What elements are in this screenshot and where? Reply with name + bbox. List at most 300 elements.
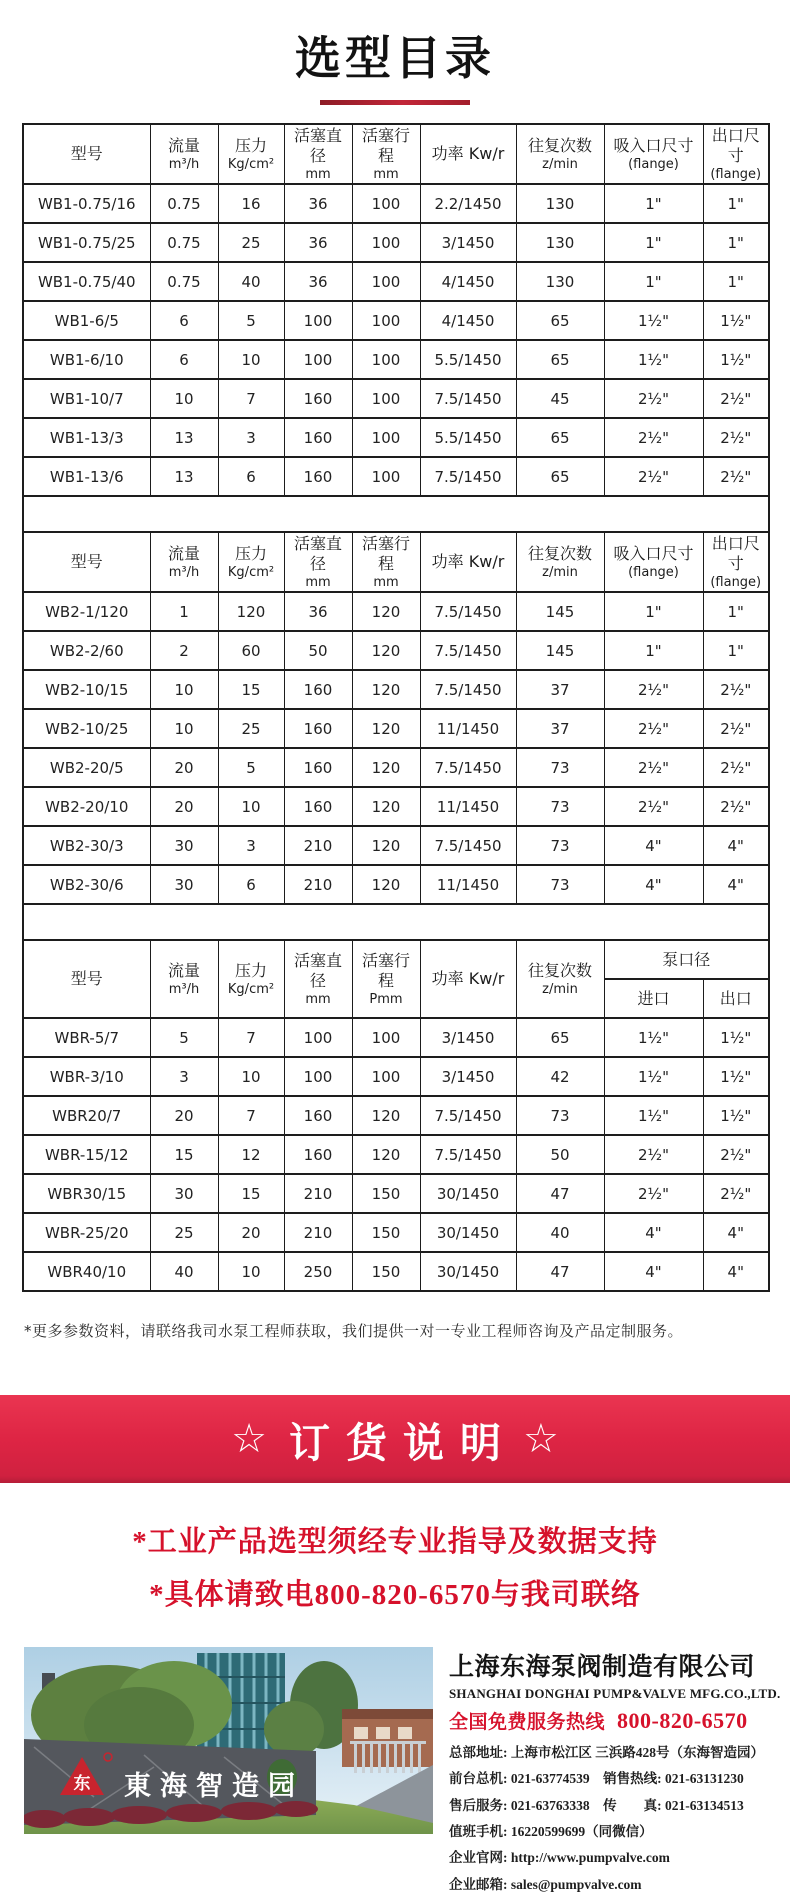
cell-value: 4" [703, 1213, 769, 1252]
cell-value: 100 [352, 418, 420, 457]
cell-value: 30/1450 [420, 1174, 516, 1213]
cell-value: 160 [284, 379, 352, 418]
cell-value: 25 [218, 223, 284, 262]
cell-value: 11/1450 [420, 787, 516, 826]
cell-value: 100 [284, 301, 352, 340]
table-row [23, 592, 769, 631]
cell-value: 4" [604, 865, 703, 904]
cell-value: 47 [516, 1252, 604, 1291]
cell-value: 145 [516, 631, 604, 670]
cell-value: 7.5/1450 [420, 826, 516, 865]
cell-value: 5 [150, 1018, 218, 1057]
column-header-text: 功率 Kw/r [431, 144, 505, 163]
cell-value: 4/1450 [420, 301, 516, 340]
cell-value: 2½" [703, 709, 769, 748]
cell-value: 73 [516, 787, 604, 826]
cell-value: 1" [703, 262, 769, 301]
cell-value: 4" [604, 826, 703, 865]
spacer-row [23, 496, 769, 531]
column-header-text: 出口尺寸 [711, 534, 760, 573]
cell-value: 5.5/1450 [420, 340, 516, 379]
cell-value: 210 [284, 1174, 352, 1213]
cell-model: WBR-15/12 [23, 1135, 150, 1174]
cell-model: WB1-0.75/25 [23, 223, 150, 262]
table-row [23, 457, 769, 496]
column-header [23, 940, 150, 1018]
column-header-text: 吸入口尺寸 [613, 136, 694, 155]
cell-value: 4" [604, 1252, 703, 1291]
column-header-text: 型号 [70, 969, 103, 988]
cell-value: 210 [284, 865, 352, 904]
column-header-unit: Pmm [369, 992, 403, 1007]
table-row [23, 223, 769, 262]
cell-value: 73 [516, 1096, 604, 1135]
column-header [218, 124, 284, 184]
cell-value: 65 [516, 418, 604, 457]
table-row [23, 826, 769, 865]
cell-value: 7.5/1450 [420, 1135, 516, 1174]
cell-value: 3 [150, 1057, 218, 1096]
column-header-text: 泵口径 [662, 949, 711, 969]
table-row [23, 748, 769, 787]
cell-model: WB2-20/5 [23, 748, 150, 787]
table-row [23, 1174, 769, 1213]
cell-value: 1" [604, 592, 703, 631]
column-header [23, 532, 150, 592]
contact-line-address: 总部地址: 上海市松江区 三浜路428号（东海智造园） [449, 1745, 764, 1760]
cell-value: 15 [218, 670, 284, 709]
cell-value: 100 [352, 262, 420, 301]
table-row [23, 787, 769, 826]
column-header [352, 940, 420, 1018]
table-row [23, 1213, 769, 1252]
cell-value: 10 [218, 787, 284, 826]
company-name-cn: 上海东海泵阀制造有限公司 [449, 1653, 756, 1681]
cell-value: 36 [284, 592, 352, 631]
cell-value: 16 [218, 184, 284, 223]
column-header [420, 532, 516, 592]
table-row [23, 709, 769, 748]
cell-value: 2½" [703, 457, 769, 496]
cell-value: 1½" [604, 301, 703, 340]
port-sub-header [604, 979, 703, 1018]
cell-value: 25 [150, 1213, 218, 1252]
cell-value: 100 [352, 379, 420, 418]
cell-value: 1½" [604, 340, 703, 379]
column-header [516, 532, 604, 592]
cell-value: 4" [703, 826, 769, 865]
cell-model: WB1-10/7 [23, 379, 150, 418]
cell-value: 36 [284, 223, 352, 262]
column-header [284, 532, 352, 592]
company-name-en: SHANGHAI DONGHAI PUMP&VALVE MFG.CO.,LTD. [449, 1686, 781, 1701]
cell-value: 1½" [703, 340, 769, 379]
cell-value: 37 [516, 670, 604, 709]
cell-value: 160 [284, 670, 352, 709]
contact-line-mobile: 值班手机: 16220599699（同微信） [449, 1823, 653, 1839]
cell-value: 120 [352, 748, 420, 787]
title-underline [320, 100, 470, 105]
table-row [23, 1096, 769, 1135]
column-header [284, 940, 352, 1018]
column-header-unit: z/min [542, 565, 578, 580]
column-header-unit: Kg/cm² [227, 982, 275, 997]
spec-table-wbr [22, 939, 770, 1292]
contact-line-email[interactable]: 企业邮箱: sales@pumpvalve.com [449, 1876, 642, 1892]
column-header-unit: (flange) [628, 565, 679, 580]
cell-value: 45 [516, 379, 604, 418]
column-header [284, 124, 352, 184]
table-row [23, 262, 769, 301]
column-header-unit: z/min [542, 982, 578, 997]
cell-model: WBR20/7 [23, 1096, 150, 1135]
cell-value: 11/1450 [420, 865, 516, 904]
cell-model: WB2-1/120 [23, 592, 150, 631]
column-header-text: 活塞行程 [361, 534, 410, 573]
cell-value: 6 [150, 301, 218, 340]
cell-value: 210 [284, 826, 352, 865]
cell-value: 160 [284, 748, 352, 787]
table-row [23, 340, 769, 379]
cell-value: 36 [284, 262, 352, 301]
cell-value: 73 [516, 826, 604, 865]
column-header [23, 124, 150, 184]
spec-table-wb1 [22, 123, 770, 531]
hotline-number: 800-820-6570 [617, 1708, 748, 1733]
cell-value: 30 [150, 1174, 218, 1213]
column-header [420, 124, 516, 184]
column-header-unit: (flange) [710, 167, 762, 182]
hotline-label: 全国免费服务热线 [449, 1712, 606, 1733]
cell-value: 10 [150, 670, 218, 709]
factory-photo-graphic [24, 1647, 433, 1834]
cell-model: WBR-25/20 [23, 1213, 150, 1252]
column-header-text: 型号 [70, 552, 103, 571]
column-header [218, 940, 284, 1018]
cell-value: 1" [604, 631, 703, 670]
spacer-row [23, 904, 769, 939]
cell-model: WB2-20/10 [23, 787, 150, 826]
cell-value: 130 [516, 223, 604, 262]
cell-value: 150 [352, 1213, 420, 1252]
column-header [352, 532, 420, 592]
cell-value: 150 [352, 1174, 420, 1213]
column-header-text: 活塞直径 [293, 951, 342, 990]
column-header-text: 流量 [167, 961, 200, 980]
table-row [23, 1135, 769, 1174]
cell-value: 100 [352, 1057, 420, 1096]
cell-value: 2½" [703, 1174, 769, 1213]
column-header-unit: mm [305, 167, 331, 182]
cell-value: 130 [516, 262, 604, 301]
column-header-unit: z/min [542, 157, 578, 172]
cell-value: 1 [150, 592, 218, 631]
column-header-unit: m³/h [168, 565, 200, 580]
cell-value: 12 [218, 1135, 284, 1174]
column-header-text: 活塞直径 [293, 534, 342, 573]
cell-value: 65 [516, 340, 604, 379]
column-header-text: 吸入口尺寸 [613, 544, 694, 563]
cell-value: 120 [352, 865, 420, 904]
column-header-unit: m³/h [168, 157, 200, 172]
cell-value: 0.75 [150, 262, 218, 301]
column-header-text: 型号 [70, 144, 103, 163]
cell-value: 100 [352, 301, 420, 340]
cell-value: 30/1450 [420, 1213, 516, 1252]
cell-model: WBR-5/7 [23, 1018, 150, 1057]
cell-value: 120 [352, 709, 420, 748]
cell-value: 2½" [703, 748, 769, 787]
table-row [23, 301, 769, 340]
cell-value: 100 [352, 223, 420, 262]
cell-model: WB1-13/3 [23, 418, 150, 457]
column-header-text: 进口 [637, 988, 670, 1008]
cell-value: 50 [516, 1135, 604, 1174]
cell-value: 6 [150, 340, 218, 379]
cell-value: 7.5/1450 [420, 457, 516, 496]
column-header-text: 往复次数 [527, 136, 592, 155]
cell-value: 160 [284, 457, 352, 496]
cell-value: 1½" [703, 301, 769, 340]
cell-value: 7.5/1450 [420, 592, 516, 631]
company-photo [24, 1647, 433, 1834]
cell-value: 1½" [703, 1096, 769, 1135]
column-header-text: 流量 [167, 136, 200, 155]
cell-model: WBR40/10 [23, 1252, 150, 1291]
column-header-text: 压力 [234, 136, 267, 155]
cell-value: 2½" [703, 1135, 769, 1174]
cell-value: 100 [284, 1057, 352, 1096]
cell-value: 3/1450 [420, 223, 516, 262]
cell-value: 15 [218, 1174, 284, 1213]
cell-value: 100 [284, 1018, 352, 1057]
order-note-line: *具体请致电800-820-6570与我司联络 [149, 1579, 641, 1611]
cell-model: WB1-0.75/16 [23, 184, 150, 223]
cell-value: 7.5/1450 [420, 670, 516, 709]
table-row [23, 631, 769, 670]
spec-tables-section [22, 123, 768, 1292]
column-header-text: 功率 Kw/r [431, 552, 505, 571]
cell-model: WBR30/15 [23, 1174, 150, 1213]
cell-value: 1" [604, 262, 703, 301]
column-header [150, 532, 218, 592]
table-row [23, 670, 769, 709]
cell-value: 47 [516, 1174, 604, 1213]
cell-value: 160 [284, 1135, 352, 1174]
cell-value: 1" [604, 223, 703, 262]
cell-value: 2½" [604, 418, 703, 457]
cell-value: 60 [218, 631, 284, 670]
cell-value: 160 [284, 1096, 352, 1135]
star-left-icon: ☆ [231, 1416, 267, 1462]
cell-value: 1" [703, 592, 769, 631]
cell-value: 11/1450 [420, 709, 516, 748]
cell-value: 2½" [604, 1174, 703, 1213]
table-row [23, 1057, 769, 1096]
column-header-text: 出口 [719, 988, 752, 1008]
cell-model: WB2-10/25 [23, 709, 150, 748]
cell-value: 2½" [703, 418, 769, 457]
column-header-text: 活塞直径 [293, 126, 342, 165]
column-header [604, 532, 703, 592]
cell-value: 10 [218, 1252, 284, 1291]
cell-value: 10 [218, 340, 284, 379]
contact-line-aftersales-fax: 售后服务: 021-63763338 传 真: 021-63134513 [449, 1797, 744, 1813]
column-header [150, 940, 218, 1018]
order-notes [0, 1519, 790, 1613]
cell-value: 10 [218, 1057, 284, 1096]
cell-value: 13 [150, 418, 218, 457]
cell-value: 1" [703, 223, 769, 262]
order-banner [0, 1395, 790, 1483]
column-header [604, 124, 703, 184]
order-note-line: *工业产品选型须经专业指导及数据支持 [132, 1526, 658, 1558]
cell-value: 100 [352, 457, 420, 496]
spacer-cell [23, 904, 769, 939]
cell-value: 50 [284, 631, 352, 670]
column-header [516, 124, 604, 184]
cell-value: 2½" [604, 457, 703, 496]
cell-value: 40 [516, 1213, 604, 1252]
cell-value: 160 [284, 787, 352, 826]
cell-value: 2½" [604, 379, 703, 418]
cell-value: 130 [516, 184, 604, 223]
cell-value: 7.5/1450 [420, 631, 516, 670]
cell-value: 1½" [703, 1018, 769, 1057]
cell-value: 120 [352, 1135, 420, 1174]
cell-value: 2½" [604, 748, 703, 787]
cell-value: 37 [516, 709, 604, 748]
footnote: *更多参数资料，请联络我司水泵工程师获取，我们提供一对一专业工程师咨询及产品定制服务。 [24, 1322, 684, 1340]
cell-value: 7 [218, 379, 284, 418]
cell-model: WB2-30/6 [23, 865, 150, 904]
spacer-cell [23, 496, 769, 531]
cell-value: 100 [352, 340, 420, 379]
cell-value: 4" [703, 1252, 769, 1291]
cell-value: 2½" [703, 787, 769, 826]
table-row [23, 1252, 769, 1291]
cell-value: 1½" [604, 1018, 703, 1057]
cell-value: 2½" [604, 670, 703, 709]
cell-value: 30 [150, 865, 218, 904]
cell-value: 13 [150, 457, 218, 496]
column-header-text: 活塞行程 [361, 951, 410, 990]
cell-value: 120 [352, 592, 420, 631]
cell-value: 2½" [604, 787, 703, 826]
cell-value: 5 [218, 301, 284, 340]
cell-value: 250 [284, 1252, 352, 1291]
cell-value: 160 [284, 418, 352, 457]
page-header [0, 0, 790, 105]
sign-text: 東海智造园 [124, 1771, 304, 1802]
cell-value: 100 [284, 340, 352, 379]
column-header-unit: Kg/cm² [227, 157, 275, 172]
cell-value: 0.75 [150, 184, 218, 223]
column-header-text: 流量 [167, 544, 200, 563]
table-row [23, 379, 769, 418]
cell-value: 20 [218, 1213, 284, 1252]
cell-value: 20 [150, 748, 218, 787]
column-header-text: 出口尺寸 [711, 126, 760, 165]
hotline [449, 1707, 766, 1734]
cell-value: 4/1450 [420, 262, 516, 301]
cell-value: 1½" [604, 1096, 703, 1135]
column-header-unit: mm [373, 575, 399, 590]
cell-value: 120 [352, 670, 420, 709]
cell-value: 7 [218, 1096, 284, 1135]
cell-value: 65 [516, 457, 604, 496]
cell-value: 210 [284, 1213, 352, 1252]
cell-value: 7.5/1450 [420, 748, 516, 787]
cell-value: 5.5/1450 [420, 418, 516, 457]
cell-value: 73 [516, 865, 604, 904]
table-row [23, 184, 769, 223]
cell-value: 0.75 [150, 223, 218, 262]
page-title: 选型目录 [295, 32, 495, 84]
column-header-text: 活塞行程 [361, 126, 410, 165]
cell-value: 15 [150, 1135, 218, 1174]
cell-value: 3/1450 [420, 1018, 516, 1057]
column-header [703, 124, 769, 184]
cell-model: WB2-10/15 [23, 670, 150, 709]
column-header [352, 124, 420, 184]
cell-value: 150 [352, 1252, 420, 1291]
cell-value: 30/1450 [420, 1252, 516, 1291]
cell-value: 3 [218, 418, 284, 457]
cell-value: 100 [352, 184, 420, 223]
column-header-unit: m³/h [168, 982, 200, 997]
column-header-text: 功率 Kw/r [431, 969, 505, 988]
cell-value: 2.2/1450 [420, 184, 516, 223]
cell-value: 120 [218, 592, 284, 631]
company-section [24, 1647, 781, 1898]
column-header-unit: mm [305, 992, 331, 1007]
column-header [516, 940, 604, 1018]
cell-value: 4" [604, 1213, 703, 1252]
company-contact [449, 1647, 781, 1898]
cell-model: WB1-6/5 [23, 301, 150, 340]
column-header-text: 压力 [234, 961, 267, 980]
cell-model: WB1-0.75/40 [23, 262, 150, 301]
cell-value: 2½" [703, 670, 769, 709]
cell-model: WB1-6/10 [23, 340, 150, 379]
cell-model: WB1-13/6 [23, 457, 150, 496]
cell-model: WB2-30/3 [23, 826, 150, 865]
cell-value: 30 [150, 826, 218, 865]
cell-value: 2 [150, 631, 218, 670]
cell-value: 2½" [604, 709, 703, 748]
table-row [23, 418, 769, 457]
cell-value: 120 [352, 1096, 420, 1135]
cell-value: 7.5/1450 [420, 379, 516, 418]
cell-value: 145 [516, 592, 604, 631]
cell-value: 40 [218, 262, 284, 301]
cell-value: 5 [218, 748, 284, 787]
column-header-unit: mm [373, 167, 399, 182]
contact-line-website[interactable]: 企业官网: http://www.pumpvalve.com [449, 1850, 670, 1866]
port-sub-header [703, 979, 769, 1018]
cell-model: WBR-3/10 [23, 1057, 150, 1096]
cell-value: 1" [703, 184, 769, 223]
cell-value: 42 [516, 1057, 604, 1096]
table-row [23, 1018, 769, 1057]
column-header [150, 124, 218, 184]
port-group-header [604, 940, 769, 979]
cell-value: 2½" [604, 1135, 703, 1174]
star-right-icon: ☆ [523, 1416, 559, 1462]
cell-value: 73 [516, 748, 604, 787]
cell-value: 10 [150, 709, 218, 748]
